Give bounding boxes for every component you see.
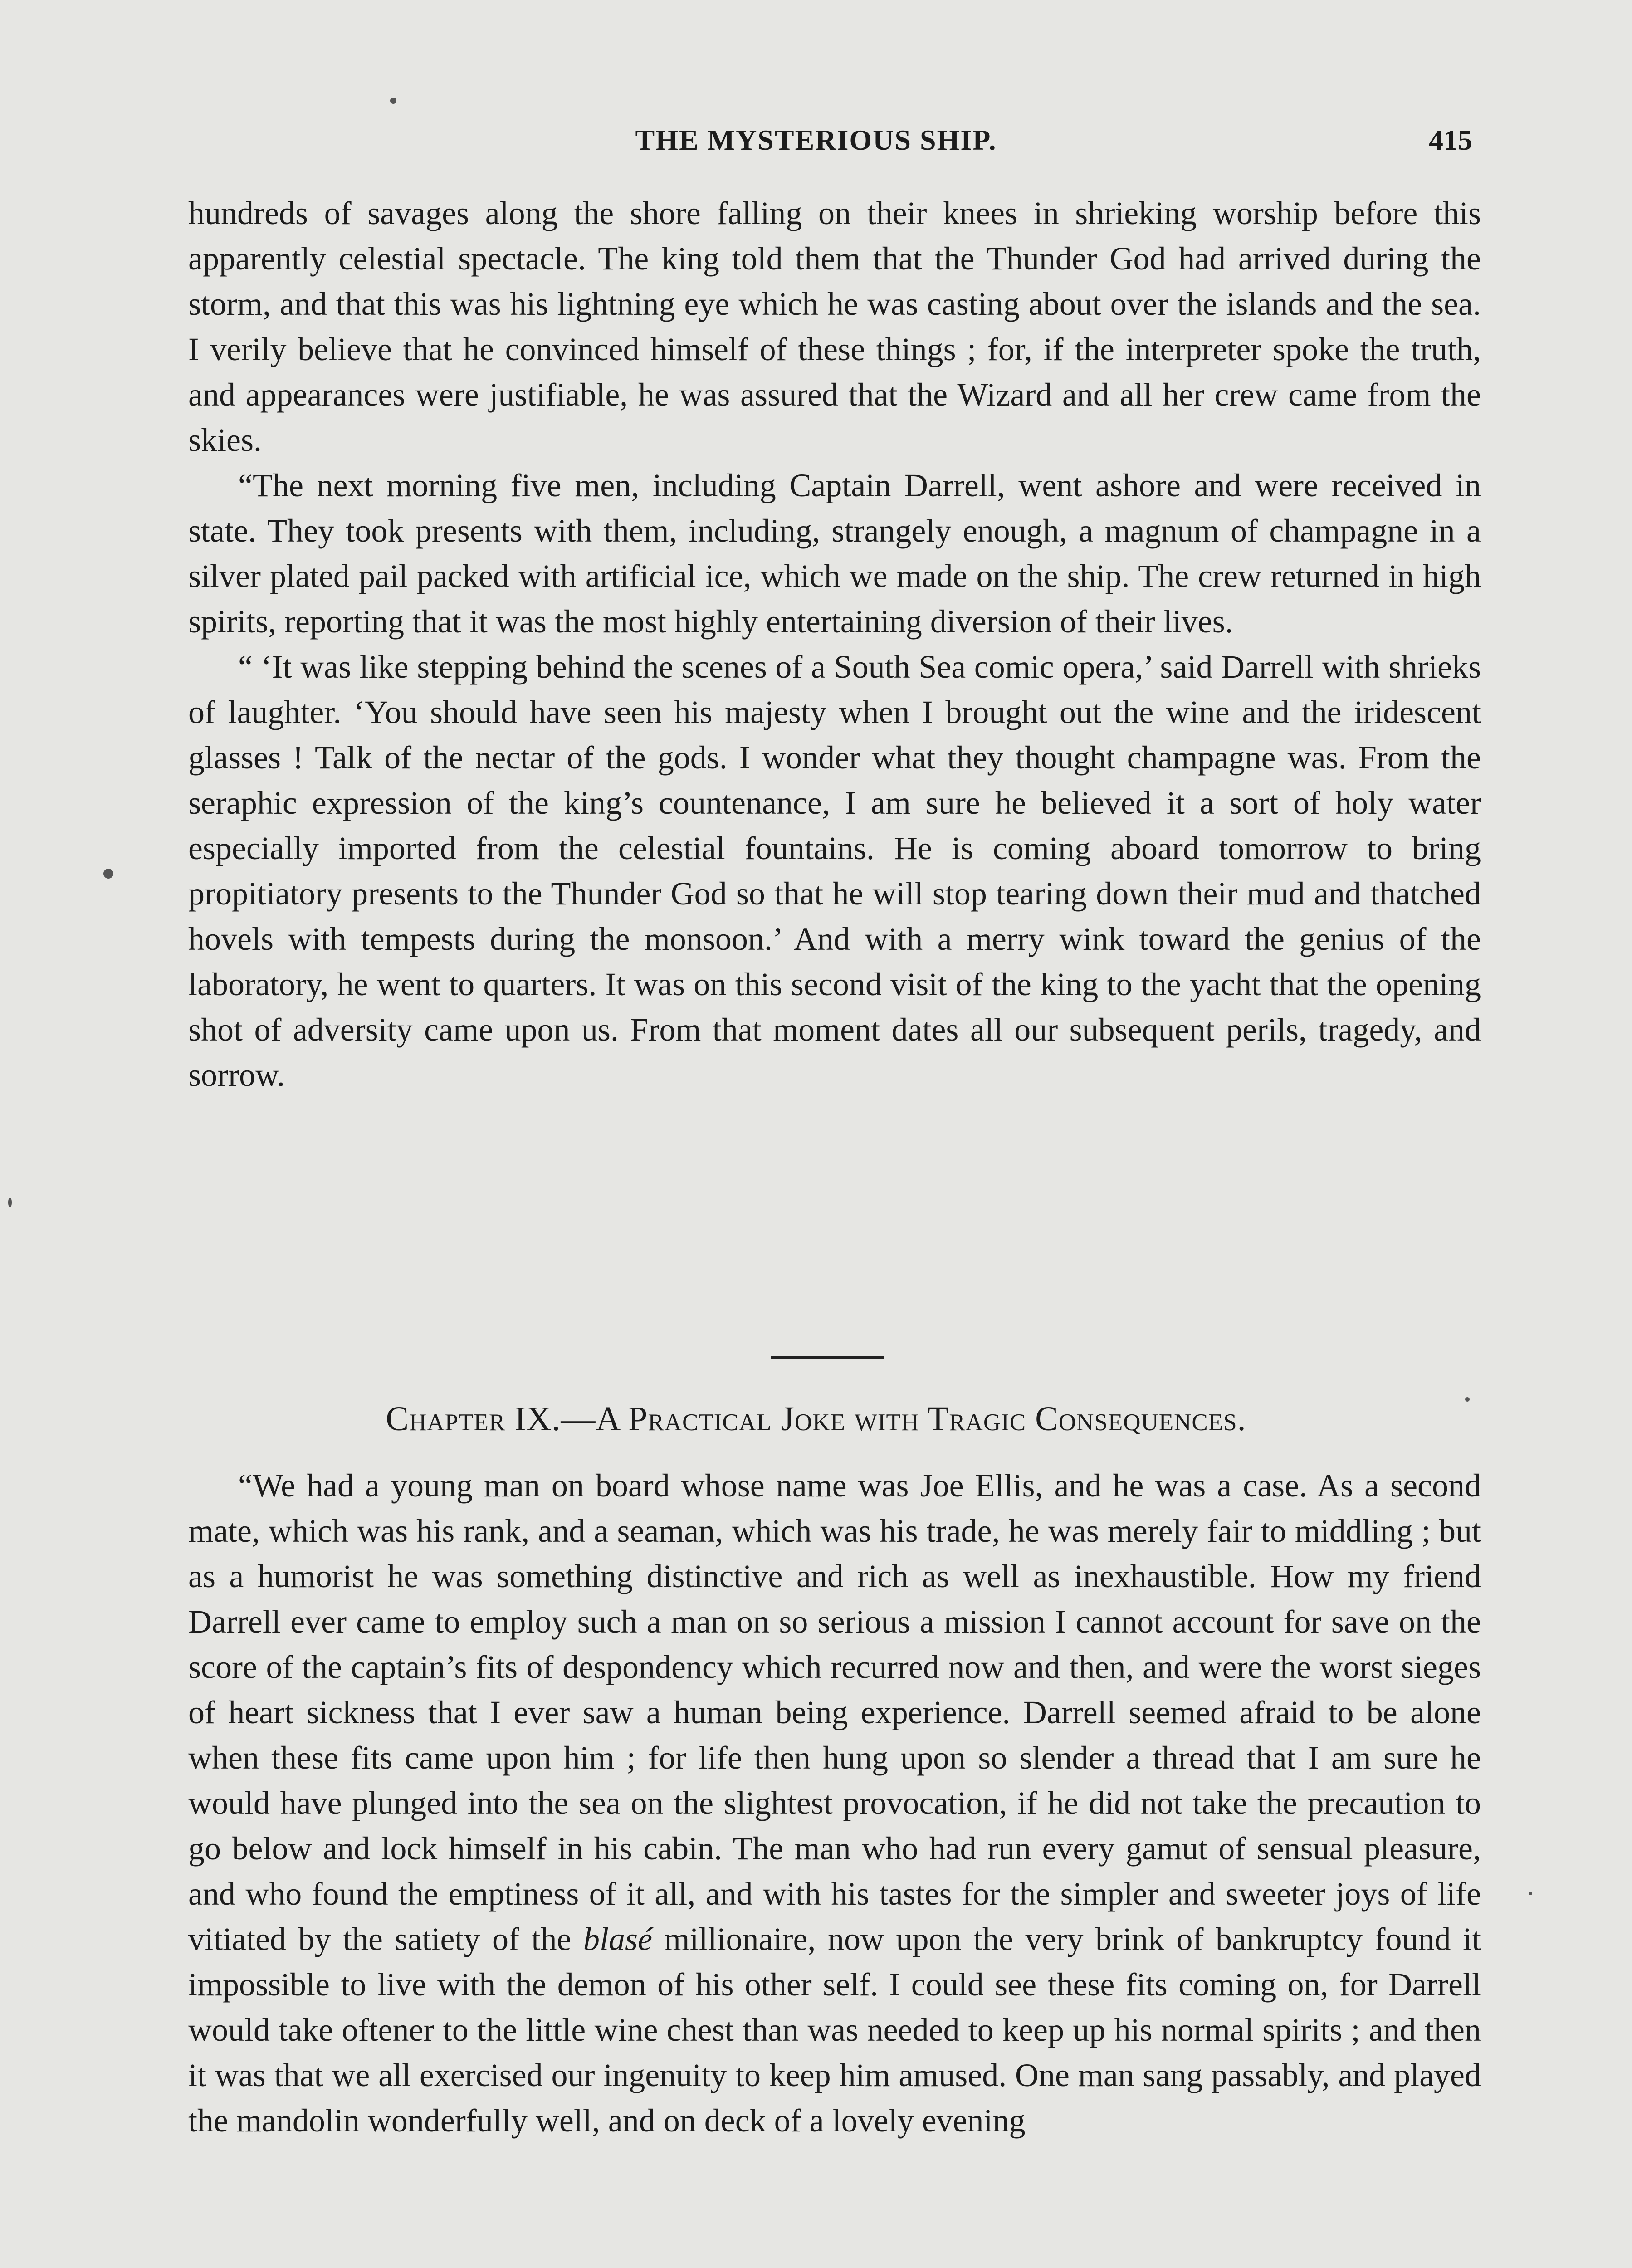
print-speck: [8, 1198, 12, 1207]
chapter-text-opening: “We had a young man on board whose name was Joe Ellis, and he was a case. As a second mate, which was his rank, and a seaman, which was his trade, he was merely fair to middling ; but as a humorist he was something distinctive and rich as well as inexhaustible. How my friend Darrell ever came to employ such a man on so serious a mission I cannot account for save on the score of the captain’s fits of despondency which recurred now and then, and were the worst sieges of heart sickness that I ever saw a human being experience. Darrell seemed afraid to be alone when these fits came upon him ; for life then hung upon so slender a thread that I am sure he would have plunged into the sea on the slightest provocation, if he did not take the precaution to go below and lock himself in his cabin. The man who had run every gamut of sensual pleasure, and who found the emptiness of it all, and with his tastes for the simpler and sweeter joys of life vitiated by the satiety of the: [188, 1467, 1481, 1957]
running-title: THE MYSTERIOUS SHIP.: [635, 124, 997, 156]
paragraph-1: hundreds of savages along the shore falling on their knees in shrieking worship before this apparently celestial spectacle. The king told them that the Thunder God had arrived during the storm, and that this was his lightning eye which he was casting about over the islands and the sea. I verily believe that he convinced himself of these things ; for, if the interpreter spoke the truth, and appearances were justifiable, he was assured that the Wizard and all her crew came from the skies.: [188, 195, 1481, 458]
text-before-chapter: [188, 191, 1481, 1098]
print-speck: [1529, 1892, 1532, 1895]
print-speck: [103, 869, 113, 879]
italic-word: blasé: [583, 1921, 652, 1957]
paragraph-2: “The next morning five men, including Captain Darrell, went ashore and were received in state. They took presents with them, including, strangely enough, a magnum of champagne in a silver plated pail packed with artificial ice, which we made on the ship. The crew returned in high spirits, reporting that it was the most highly entertaining diversion of their lives.: [188, 467, 1481, 640]
print-speck: [1465, 1397, 1470, 1402]
print-speck: [390, 98, 396, 104]
paragraph-3: “ ‘It was like stepping behind the scenes of a South Sea comic opera,’ said Darrell with shrieks of laughter. ‘You should have seen his majesty when I brought out the wine and the iridescent glasses ! Talk of the nectar of the gods. I wonder what they thought champagne was. From the seraphic expression of the king’s countenance, I am sure he believed it a sort of holy water especially imported from the celestial fountains. He is coming aboard tomorrow to bring propitiatory presents to the Thunder God so that he will stop tearing down their mud and thatched hovels with tempests during the monsoon.’ And with a merry wink toward the genius of the laboratory, he went to quarters. It was on this second visit of the king to the yacht that the opening shot of adversity came upon us. From that moment dates all our subsequent perils, tragedy, and sorrow.: [188, 649, 1481, 1093]
section-divider: [771, 1356, 884, 1359]
chapter-heading: Chapter IX.—A Practical Joke with Tragic Consequences.: [386, 1400, 1246, 1438]
chapter-text: [188, 1463, 1481, 2143]
chapter-paragraph: [188, 1463, 1481, 2143]
page-number: 415: [1429, 124, 1472, 156]
chapter-text-closing: millionaire, now upon the very brink of bankruptcy found it impossible to live with the demon of his other self. I could see these fits coming on, for Darrell would take oftener to the little wine chest than was needed to keep up his normal spirits ; and then it was that we all exercised our ingenuity to keep him amused. One man sang passably, and played the mandolin wonderfully well, and on deck of a lovely evening: [188, 1921, 1481, 2139]
